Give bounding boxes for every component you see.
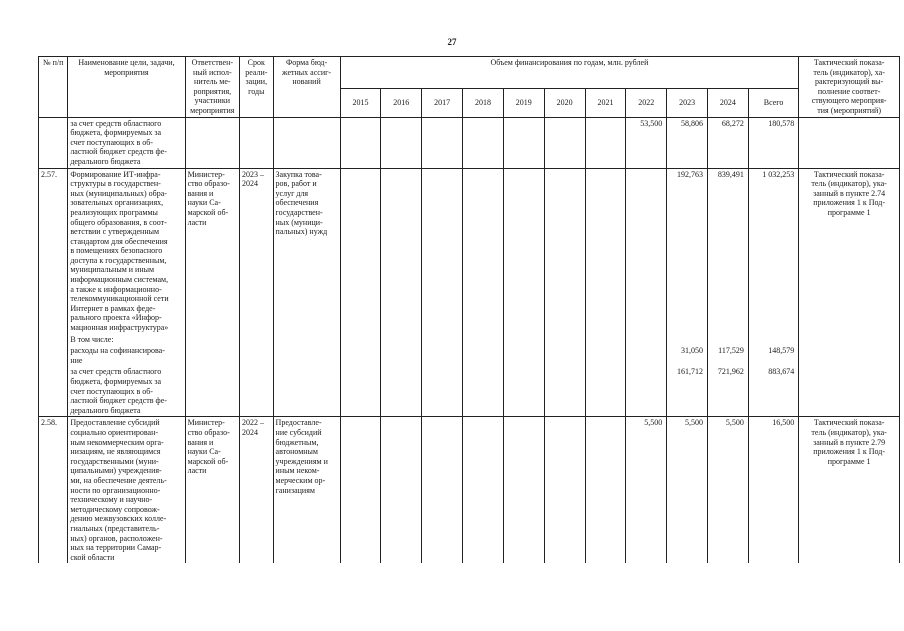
- row-year-value: [708, 334, 749, 346]
- row-number: [39, 345, 68, 366]
- row-year-value: 5,500: [708, 417, 749, 563]
- row-year-value: [503, 168, 544, 334]
- row-year-value: [422, 168, 463, 334]
- row-year-value: [626, 345, 667, 366]
- row-term: [240, 334, 274, 346]
- row-year-value: [340, 345, 381, 366]
- row-year-value: [626, 168, 667, 334]
- row-term: [240, 117, 274, 168]
- row-year-value: [463, 334, 504, 346]
- row-indicator: Тактический показа- тель (индикатор), ука- занный в пункте 2.79 приложения 1 к Под- программе 1: [799, 417, 900, 563]
- row-year-value: [544, 417, 585, 563]
- row-year-value: [340, 417, 381, 563]
- row-term: [240, 345, 274, 366]
- row-year-value: [503, 345, 544, 366]
- table-row: [39, 117, 900, 168]
- row-form: [273, 117, 340, 168]
- row-indicator: [799, 334, 900, 346]
- row-form: Предоставле- ние субсидий бюджетным, автономным учреждениям и иным неком- мерческим ор- ганизациям: [273, 417, 340, 563]
- row-executor: Министер- ство образо- вания и науки Са- марской об- ласти: [185, 417, 239, 563]
- row-year-value: [585, 168, 626, 334]
- row-executor: [185, 345, 239, 366]
- row-number: [39, 117, 68, 168]
- row-executor: [185, 334, 239, 346]
- row-year-value: [422, 417, 463, 563]
- row-total: 148,579: [748, 345, 798, 366]
- row-year-value: 839,491: [708, 168, 749, 334]
- row-total: [748, 334, 798, 346]
- row-year-value: [544, 168, 585, 334]
- row-year-value: [422, 366, 463, 416]
- row-year-value: [585, 345, 626, 366]
- header-year: 2024: [708, 89, 749, 117]
- row-year-value: [340, 168, 381, 334]
- row-year-value: 721,962: [708, 366, 749, 416]
- header-year: 2015: [340, 89, 381, 117]
- row-year-value: 53,500: [626, 117, 667, 168]
- row-year-value: [381, 345, 422, 366]
- row-year-value: [503, 334, 544, 346]
- row-year-value: [626, 334, 667, 346]
- row-year-value: [503, 417, 544, 563]
- row-year-value: [503, 366, 544, 416]
- row-total: 16,500: [748, 417, 798, 563]
- row-number: 2.57.: [39, 168, 68, 334]
- row-year-value: [463, 366, 504, 416]
- row-year-value: [585, 334, 626, 346]
- header-year: 2019: [503, 89, 544, 117]
- row-year-value: [463, 168, 504, 334]
- row-year-value: [585, 117, 626, 168]
- row-year-value: 58,806: [667, 117, 708, 168]
- row-year-value: [381, 366, 422, 416]
- row-year-value: 161,712: [667, 366, 708, 416]
- header-term: Срок реали- зации, годы: [240, 57, 274, 118]
- row-year-value: [463, 345, 504, 366]
- row-term: [240, 366, 274, 416]
- row-name: Предоставление субсидий социально ориентирован- ным некоммерческим орга- низациям, не являющимся государственными (муни- ципальными) учреждения- ми, на обеспечение деятель- ности по организационно- техническому и научно- методическому сопровож- дению межвузовских колле- гиальных (представитель- ных) органов, расположен- ных на территории Самар- ской области: [68, 417, 185, 563]
- table-row: [39, 345, 900, 366]
- table-row: [39, 366, 900, 416]
- row-year-value: [667, 334, 708, 346]
- header-year: 2020: [544, 89, 585, 117]
- header-year: 2021: [585, 89, 626, 117]
- header-name: Наименование цели, задачи, мероприятия: [68, 57, 185, 118]
- table-row: [39, 168, 900, 334]
- row-indicator: Тактический показа- тель (индикатор), ука- занный в пункте 2.74 приложения 1 к Под- программе 1: [799, 168, 900, 334]
- row-indicator: [799, 345, 900, 366]
- row-executor: [185, 366, 239, 416]
- row-total: 883,674: [748, 366, 798, 416]
- header-year: 2016: [381, 89, 422, 117]
- row-total: 1 032,253: [748, 168, 798, 334]
- row-year-value: 192,763: [667, 168, 708, 334]
- row-form: [273, 334, 340, 346]
- row-year-value: 68,272: [708, 117, 749, 168]
- row-form: [273, 366, 340, 416]
- row-year-value: [381, 334, 422, 346]
- table-row: [39, 417, 900, 563]
- row-number: [39, 334, 68, 346]
- header-year: 2018: [463, 89, 504, 117]
- row-year-value: 5,500: [667, 417, 708, 563]
- row-year-value: [340, 334, 381, 346]
- row-year-value: [381, 417, 422, 563]
- row-form: Закупка това- ров, работ и услуг для обеспечения государствен- ных (муници- пальных) нужд: [273, 168, 340, 334]
- row-year-value: [544, 345, 585, 366]
- header-num: № п/п: [39, 57, 68, 118]
- row-form: [273, 345, 340, 366]
- row-year-value: [544, 334, 585, 346]
- header-form: Форма бюд- жетных ассиг- нований: [273, 57, 340, 118]
- row-year-value: [422, 334, 463, 346]
- row-year-value: [544, 117, 585, 168]
- row-year-value: [585, 417, 626, 563]
- row-year-value: [463, 417, 504, 563]
- row-year-value: [422, 117, 463, 168]
- row-indicator: [799, 366, 900, 416]
- row-year-value: [340, 366, 381, 416]
- header-year: 2023: [667, 89, 708, 117]
- row-name: за счет средств областного бюджета, формируемых за счет поступающих в об- ластной бюджет средств фе- дерального бюджета: [68, 117, 185, 168]
- row-name: за счет средств областного бюджета, формируемых за счет поступающих в об- ластной бюджет средств фе- дерального бюджета: [68, 366, 185, 416]
- page-number: 27: [447, 37, 457, 47]
- row-year-value: [503, 117, 544, 168]
- row-year-value: 117,529: [708, 345, 749, 366]
- financing-table: [38, 56, 900, 563]
- row-year-value: [381, 117, 422, 168]
- row-year-value: 5,500: [626, 417, 667, 563]
- row-name: В том числе:: [68, 334, 185, 346]
- row-year-value: [544, 366, 585, 416]
- row-year-value: 31,050: [667, 345, 708, 366]
- header-indicator: Тактический показа- тель (индикатор), ха- рактеризующий вы- полнение соответ- ствующего мероприя- тия (мероприятий): [799, 57, 900, 118]
- header-total: Всего: [748, 89, 798, 117]
- row-executor: [185, 117, 239, 168]
- row-year-value: [585, 366, 626, 416]
- row-year-value: [340, 117, 381, 168]
- row-year-value: [422, 345, 463, 366]
- row-total: 180,578: [748, 117, 798, 168]
- row-year-value: [463, 117, 504, 168]
- row-year-value: [626, 366, 667, 416]
- row-term: 2022 – 2024: [240, 417, 274, 563]
- row-indicator: [799, 117, 900, 168]
- row-term: 2023 – 2024: [240, 168, 274, 334]
- row-number: 2.58.: [39, 417, 68, 563]
- table-row: [39, 334, 900, 346]
- header-executor: Ответствен- ный испол- нитель ме- роприятия, участники мероприятия: [185, 57, 239, 118]
- header-year: 2022: [626, 89, 667, 117]
- header-financing: Объем финансирования по годам, млн. рублей: [340, 57, 799, 89]
- row-executor: Министер- ство образо- вания и науки Са- марской об- ласти: [185, 168, 239, 334]
- row-year-value: [381, 168, 422, 334]
- header-year: 2017: [422, 89, 463, 117]
- row-name: Формирование ИТ-инфра- структуры в государствен- ных (муниципальных) обра- зовательных организациях, реализующих программы общего образования, в соот- ветствии с утвержденным стандартом для обеспечения в помещениях безопасного доступа к государственным, муниципальным и иным информационным системам, а также к информационно- телекоммуникационной сети Интернет в рамках феде- рального проекта «Инфор- мационная инфраструктура»: [68, 168, 185, 334]
- row-name: расходы на софинансирова- ние: [68, 345, 185, 366]
- row-number: [39, 366, 68, 416]
